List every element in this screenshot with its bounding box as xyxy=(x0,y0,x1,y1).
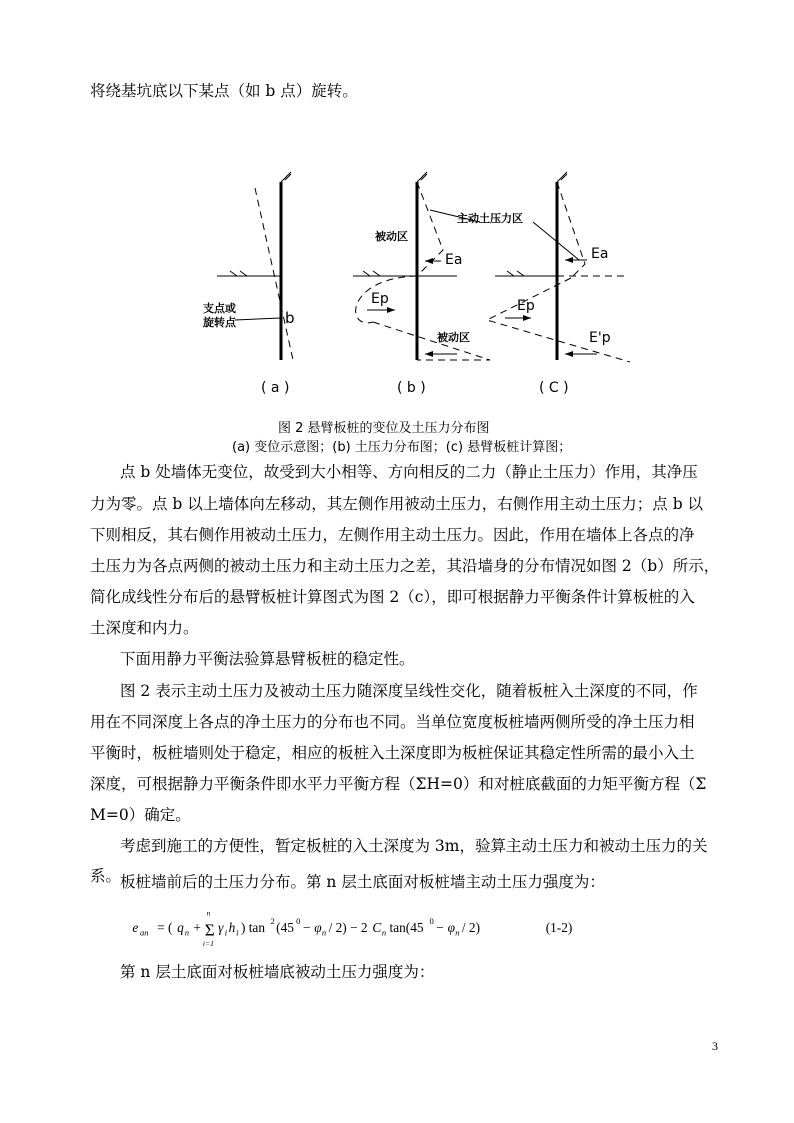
ep-prime-label-c: E'p xyxy=(589,330,611,346)
panel-b xyxy=(353,172,523,396)
formula-1-2 xyxy=(120,908,640,948)
ep-label-b: Ep xyxy=(371,291,389,307)
svg-text:i: i xyxy=(224,927,228,938)
ground-hatch-a xyxy=(281,172,291,182)
svg-text:e: e xyxy=(132,919,139,935)
para3-line5: M=0）确定。 xyxy=(90,806,191,824)
svg-text:= (: = ( xyxy=(157,919,173,935)
panel-b-label: ( b ) xyxy=(397,380,426,396)
para1-line5: 简化成线性分布后的悬臂板桩计算图式为图 2（c），即可根据静力平衡条件计算板桩的入 xyxy=(90,588,695,606)
svg-text:n: n xyxy=(321,927,327,938)
point-b-label: b xyxy=(285,309,295,327)
ea-label-c: Ea xyxy=(591,246,609,262)
panel-c xyxy=(487,172,630,396)
panel-a-label: ( a ) xyxy=(261,380,290,396)
pivot-label-1: 支点或 xyxy=(203,302,236,315)
deflected-line-a xyxy=(255,188,293,360)
svg-text:) tan: ) tan xyxy=(240,919,266,935)
svg-text:(45: (45 xyxy=(276,919,294,935)
ea-label-b: Ea xyxy=(445,252,463,268)
svg-text:an: an xyxy=(140,927,149,938)
para3-line4: 深度，可根据静力平衡条件即水平力平衡方程（ΣH=0）和对桩底截面的力矩平衡方程（Σ xyxy=(90,775,707,793)
svg-text:+: + xyxy=(193,919,201,935)
svg-text:−: − xyxy=(436,919,444,935)
passive-bottom-label: 被动区 xyxy=(437,331,470,344)
pivot-label-2: 旋转点 xyxy=(203,316,236,329)
formula-number: (1-2) xyxy=(545,919,573,935)
figure-caption-sub: (a) 变位示意图；(b) 土压力分布图；(c) 悬臂板桩计算图； xyxy=(232,440,572,455)
svg-text:φ: φ xyxy=(447,919,455,935)
para2: 下面用静力平衡法验算悬臂板桩的稳定性。 xyxy=(120,650,415,668)
svg-text:2: 2 xyxy=(270,916,275,927)
svg-text:q: q xyxy=(177,919,184,935)
svg-text:−: − xyxy=(302,919,311,935)
para3-line2: 用在不同深度上各点的净土压力的分布也不同。当单位宽度板桩墙两侧所受的净土压力相 xyxy=(90,713,695,731)
para5: 板桩墙前后的土压力分布。第 n 层土底面对板桩墙主动土压力强度为： xyxy=(120,873,605,891)
svg-text:/ 2) − 2: / 2) − 2 xyxy=(328,919,368,935)
para1-line4: 土压力为各点两侧的被动土压力和主动土压力之差，其沿墙身的分布情况如图 2（b）所示， xyxy=(90,557,720,575)
svg-text:n: n xyxy=(184,927,190,938)
page-number: 3 xyxy=(712,1039,718,1053)
svg-text:C: C xyxy=(372,919,382,935)
svg-text:n: n xyxy=(381,927,387,938)
ep-label-c: Ep xyxy=(517,298,535,314)
svg-text:γ: γ xyxy=(218,919,224,935)
para1-line2: 力为零。点 b 以上墙体向左移动，其左侧作用被动土压力，右侧作用主动土压力；点 b 以 xyxy=(90,495,704,513)
svg-text:0: 0 xyxy=(429,916,434,927)
panel-c-label: ( C ) xyxy=(539,380,569,396)
figure-caption-title: 图 2 悬臂板桩的变位及土压力分布图 xyxy=(278,421,490,436)
passive-top-label: 被动区 xyxy=(375,230,408,243)
svg-text:i=1: i=1 xyxy=(202,939,214,948)
para4-line2: 系。 xyxy=(90,867,122,885)
figure-cantilever-sheet-pile xyxy=(195,160,655,405)
pivot-leader xyxy=(235,318,281,320)
svg-text:/ 2): / 2) xyxy=(461,919,481,935)
para3-line3: 平衡时，板桩墙则处于稳定，相应的板桩入土深度即为板桩保证其稳定性所需的最小入土 xyxy=(90,744,695,762)
active-pressure-b xyxy=(417,182,443,276)
para6: 第 n 层土底面对板桩墙底被动土压力强度为： xyxy=(120,963,435,981)
active-pressure-c xyxy=(557,182,585,278)
svg-text:φ: φ xyxy=(314,919,322,935)
svg-text:0: 0 xyxy=(296,916,301,927)
para1-line1: 点 b 处墙体无变位，故受到大小相等、方向相反的二力（静止土压力）作用，其净压 xyxy=(120,463,698,481)
active-zone-label: 主动土压力区 xyxy=(457,212,523,225)
svg-text:Σ: Σ xyxy=(204,920,215,940)
svg-text:i: i xyxy=(236,927,239,938)
para3-line1: 图 2 表示主动土压力及被动土压力随深度呈线性交化，随着板桩入土深度的不同，作 xyxy=(120,682,698,700)
intro-line: 将绕基坑底以下某点（如 b 点）旋转。 xyxy=(90,82,358,100)
para4-line1: 考虑到施工的方便性，暂定板桩的入土深度为 3m，验算主动土压力和被动土压力的关 xyxy=(120,837,708,855)
para1-line6: 土深度和内力。 xyxy=(90,619,199,637)
para1-line3: 下则相反，其右侧作用被动土压力，左侧作用主动土压力。因此，作用在墙体上各点的净 xyxy=(90,526,695,544)
svg-text:n: n xyxy=(455,927,460,938)
svg-text:h: h xyxy=(228,919,236,935)
panel-a xyxy=(203,172,295,396)
svg-text:n: n xyxy=(206,908,211,918)
svg-text:tan(45: tan(45 xyxy=(389,919,424,935)
